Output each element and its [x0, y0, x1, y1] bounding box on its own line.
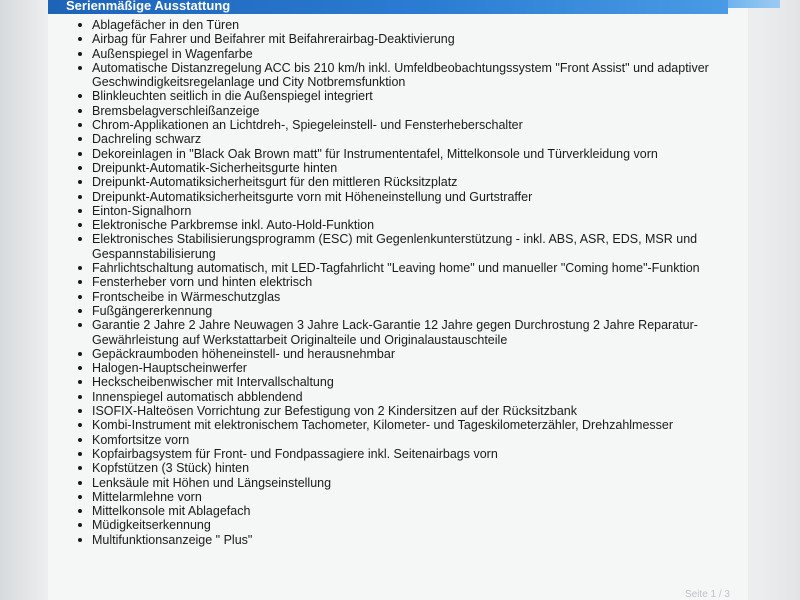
bullet-icon	[78, 380, 82, 384]
bullet-icon	[78, 52, 82, 56]
bullet-icon	[78, 395, 82, 399]
bullet-icon	[78, 66, 82, 70]
list-item-text: Außenspiegel in Wagenfarbe	[92, 46, 253, 61]
list-item	[78, 175, 738, 189]
list-item-text: ISOFIX-Halteösen Vorrichtung zur Befestigung von 2 Kindersitzen auf der Rücksitzbank	[92, 404, 577, 419]
bullet-icon	[78, 280, 82, 284]
list-item-text: Einton-Signalhorn	[92, 203, 192, 218]
list-item-text: Gewährleistung auf Werkstattarbeit Originalteile und Originalaustauschteile	[92, 332, 508, 347]
list-item-text: Dekoreinlagen in "Black Oak Brown matt" für Instrumententafel, Mittelkonsole und Türverkleidung vorn	[92, 146, 658, 161]
list-item	[78, 433, 738, 447]
list-item	[78, 504, 738, 518]
bullet-icon	[78, 123, 82, 127]
equipment-list	[78, 18, 738, 547]
bullet-icon	[78, 109, 82, 113]
list-item-text: Ablagefächer in den Türen	[92, 18, 240, 32]
list-item-text: Dreipunkt-Automatiksicherheitsgurt für den mittleren Rücksitzplatz	[92, 175, 458, 190]
list-item	[78, 61, 738, 90]
list-item	[78, 347, 738, 361]
section-title: Serienmäßige Ausstattung	[66, 0, 231, 13]
bullet-icon	[78, 152, 82, 156]
list-item	[78, 418, 738, 432]
list-item	[78, 361, 738, 375]
list-item	[78, 190, 738, 204]
bullet-icon	[78, 295, 82, 299]
list-item-text: Mittelarmlehne vorn	[92, 489, 202, 504]
list-item-text: Blinkleuchten seitlich in die Außenspiegel integriert	[92, 89, 373, 104]
list-item	[78, 218, 738, 232]
list-item-text: Multifunktionsanzeige " Plus"	[92, 532, 253, 547]
list-item	[78, 404, 738, 418]
list-item	[78, 89, 738, 103]
list-item-text: Kopfstützen (3 Stück) hinten	[92, 461, 250, 476]
list-item	[78, 375, 738, 389]
list-item	[78, 47, 738, 61]
list-item	[78, 32, 738, 46]
list-item-text: Elektronische Parkbremse inkl. Auto-Hold-Funktion	[92, 218, 375, 233]
list-item-text: Frontscheibe in Wärmeschutzglas	[92, 289, 281, 304]
bullet-icon	[78, 94, 82, 98]
list-item-text: Halogen-Hauptscheinwerfer	[92, 361, 247, 376]
list-item-text: Dachreling schwarz	[92, 132, 202, 147]
list-item-text: Fensterheber vorn und hinten elektrisch	[92, 275, 313, 290]
list-item-text: Gepäckraumboden höheneinstell- und herausnehmbar	[92, 346, 395, 361]
list-item	[78, 275, 738, 289]
list-item-text: Geschwindigkeitsregelanlage und City Notbremsfunktion	[92, 75, 406, 90]
list-item	[78, 232, 738, 261]
bullet-icon	[78, 509, 82, 513]
list-item-text: Gespannstabilisierung	[92, 246, 216, 261]
list-item-text: Müdigkeitserkennung	[92, 518, 211, 533]
list-item-text: Fahrlichtschaltung automatisch, mit LED-Tagfahrlicht "Leaving home" und manueller "Coming home"-Funktion	[92, 261, 700, 276]
list-item-text: Garantie 2 Jahre 2 Jahre Neuwagen 3 Jahre Lack-Garantie 12 Jahre gegen Durchrostung 2 Jahre Reparatur-	[92, 318, 698, 333]
bullet-icon	[78, 423, 82, 427]
list-item	[78, 118, 738, 132]
list-item-text: Kopfairbagsystem für Front- und Fondpassagiere inkl. Seitenairbags vorn	[92, 446, 498, 461]
list-item-text: Bremsbelagverschleißanzeige	[92, 103, 260, 118]
section-header	[48, 0, 728, 14]
bullet-icon	[78, 266, 82, 270]
list-item	[78, 290, 738, 304]
list-item-text: Innenspiegel automatisch abblendend	[92, 389, 303, 404]
list-item	[78, 132, 738, 146]
list-item-text: Mittelkonsole mit Ablagefach	[92, 504, 251, 519]
bullet-icon	[78, 23, 82, 27]
bullet-icon	[78, 209, 82, 213]
list-item	[78, 447, 738, 461]
list-item-text: Elektronisches Stabilisierungsprogramm (ESC) mit Gegenlenkunterstützung - inkl. ABS, ASR, EDS, MSR und	[92, 232, 698, 247]
page-number: Seite 1 / 3	[684, 589, 730, 600]
list-item-text: Kombi-Instrument mit elektronischem Tachometer, Kilometer- und Tageskilometerzähler, Drehzahlmesser	[92, 418, 674, 433]
bullet-icon	[78, 37, 82, 41]
list-item	[78, 161, 738, 175]
bullet-icon	[78, 481, 82, 485]
list-item-text: Dreipunkt-Automatiksicherheitsgurte vorn mit Höheneinstellung und Gurtstraffer	[92, 189, 533, 204]
bullet-icon	[78, 538, 82, 542]
list-item-text: Komfortsitze vorn	[92, 432, 190, 447]
list-item-text: Automatische Distanzregelung ACC bis 210 km/h inkl. Umfeldbeobachtungssystem "Front Assist" und adaptiver	[92, 60, 709, 75]
bullet-icon	[78, 495, 82, 499]
bullet-icon	[78, 438, 82, 442]
list-item	[78, 490, 738, 504]
bullet-icon	[78, 466, 82, 470]
list-item-text: Lenksäule mit Höhen und Längseinstellung	[92, 475, 332, 490]
bullet-icon	[78, 237, 82, 241]
bullet-icon	[78, 352, 82, 356]
list-item	[78, 261, 738, 275]
bullet-icon	[78, 523, 82, 527]
list-item	[78, 18, 738, 32]
list-item-text: Heckscheibenwischer mit Intervallschaltung	[92, 375, 334, 390]
list-item	[78, 204, 738, 218]
bullet-icon	[78, 309, 82, 313]
bullet-icon	[78, 195, 82, 199]
list-item	[78, 318, 738, 347]
list-item	[78, 476, 738, 490]
bullet-icon	[78, 366, 82, 370]
list-item-text: Dreipunkt-Automatik-Sicherheitsgurte hinten	[92, 160, 338, 175]
list-item-text: Chrom-Applikationen an Lichtdreh-, Spiegeleinstell- und Fensterheberschalter	[92, 118, 523, 133]
bullet-icon	[78, 409, 82, 413]
bullet-icon	[78, 137, 82, 141]
list-item	[78, 104, 738, 118]
list-item	[78, 390, 738, 404]
list-item	[78, 518, 738, 532]
list-item	[78, 533, 738, 547]
list-item	[78, 461, 738, 475]
bullet-icon	[78, 166, 82, 170]
bullet-icon	[78, 223, 82, 227]
bullet-icon	[78, 452, 82, 456]
list-item	[78, 147, 738, 161]
bullet-icon	[78, 180, 82, 184]
list-item-text: Fußgängererkennung	[92, 303, 213, 318]
equipment-sheet	[48, 0, 748, 600]
bullet-icon	[78, 323, 82, 327]
list-item	[78, 304, 738, 318]
header-accent	[728, 0, 780, 8]
list-item-text: Airbag für Fahrer und Beifahrer mit Beifahrerairbag-Deaktivierung	[92, 32, 455, 47]
